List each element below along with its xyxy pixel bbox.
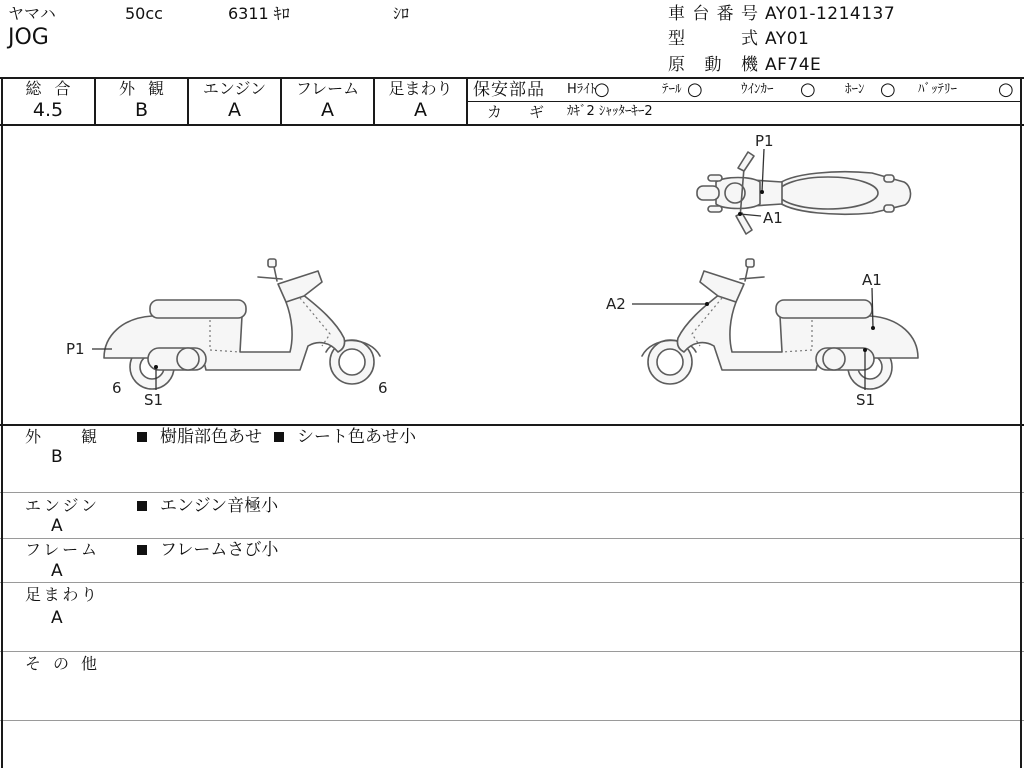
diagram-label: 6 xyxy=(112,379,122,397)
detail-grade-frame: A xyxy=(51,561,63,581)
score-value-exterior: B xyxy=(134,99,149,121)
diagram-label: A1 xyxy=(763,209,783,227)
model-name: JOG xyxy=(8,25,49,50)
keys-value: ｶｷﾞ2 ｼｬｯﾀｰｷｰ2 xyxy=(567,104,653,119)
bullet-icon xyxy=(274,432,284,442)
detail-label-frame: フレーム xyxy=(25,540,97,559)
note-item xyxy=(137,540,278,560)
bullet-icon xyxy=(137,501,147,511)
safety-mark-horn: ○ xyxy=(880,79,896,100)
detail-label-exterior: 外 観 xyxy=(25,427,97,446)
diagram-label: A2 xyxy=(606,295,626,313)
diagram-label: P1 xyxy=(66,340,85,358)
score-label-suspension: 足まわり xyxy=(388,79,453,98)
diagram-label: S1 xyxy=(144,391,164,409)
score-label-exterior: 外 観 xyxy=(118,79,165,98)
diagram-label: P1 xyxy=(755,132,774,150)
detail-label-other: そ の 他 xyxy=(25,654,97,673)
divider xyxy=(0,492,1024,493)
detail-grade-suspension: A xyxy=(51,608,63,628)
type-value: AY01 xyxy=(765,29,810,49)
score-value-frame: A xyxy=(321,99,334,121)
diagram-label: 6 xyxy=(378,379,388,397)
divider xyxy=(0,651,1024,652)
divider xyxy=(0,720,1024,721)
detail-label-suspension: 足まわり xyxy=(25,585,97,604)
detail-label-engine: エンジン xyxy=(25,496,97,515)
note-text: 樹脂部色あせ xyxy=(160,427,262,447)
safety-mark-battery: ○ xyxy=(998,79,1014,100)
score-value-total: 4.5 xyxy=(32,99,64,121)
scooter-left-view xyxy=(104,259,380,389)
note-item xyxy=(137,427,262,447)
divider xyxy=(467,101,1021,102)
color: ｼﾛ xyxy=(393,4,410,23)
keys-label: カ ギ xyxy=(487,103,551,121)
engine-value: AF74E xyxy=(765,55,822,75)
type-label: 型 式 xyxy=(668,29,758,49)
safety-item-winker: ｳｲﾝｶｰ xyxy=(741,82,774,97)
score-label-engine: エンジン xyxy=(202,79,267,98)
score-label-total: 総 合 xyxy=(25,79,71,98)
safety-item-taillight: ﾃｰﾙ xyxy=(662,82,682,97)
engine-label: 原 動 機 xyxy=(668,55,758,75)
divider xyxy=(0,538,1024,539)
detail-notes-frame xyxy=(137,540,290,560)
divider xyxy=(0,582,1024,583)
note-item xyxy=(274,427,416,447)
damage-diagram xyxy=(0,126,1024,424)
score-label-frame: フレーム xyxy=(295,79,360,98)
diagram-label: A1 xyxy=(862,271,882,289)
safety-mark-headlight: ○ xyxy=(594,79,610,100)
displacement: 50cc xyxy=(125,4,163,23)
note-text: シート色あせ小 xyxy=(297,427,416,447)
scooter-top-view xyxy=(697,152,911,234)
safety-mark-winker: ○ xyxy=(800,79,816,100)
note-item xyxy=(137,496,278,516)
note-text: フレームさび小 xyxy=(160,540,279,560)
safety-item-battery: ﾊﾞｯﾃﾘｰ xyxy=(918,82,957,97)
score-value-engine: A xyxy=(228,99,241,121)
detail-notes-engine xyxy=(137,496,290,516)
note-text: エンジン音極小 xyxy=(160,496,279,516)
frame-no-label: 車台番号 xyxy=(668,4,758,24)
safety-parts-label: 保安部品 xyxy=(473,80,545,100)
mileage: 6311 ｷﾛ xyxy=(228,4,290,23)
bullet-icon xyxy=(137,432,147,442)
divider xyxy=(0,424,1024,426)
bullet-icon xyxy=(137,545,147,555)
detail-grade-engine: A xyxy=(51,516,63,536)
safety-mark-taillight: ○ xyxy=(687,79,703,100)
safety-item-headlight: Hﾗｲﾄ xyxy=(567,82,597,97)
frame-no: AY01-1214137 xyxy=(765,4,896,24)
detail-notes-exterior xyxy=(137,427,428,447)
detail-grade-exterior: B xyxy=(51,447,63,467)
diagram-label: S1 xyxy=(856,391,876,409)
score-value-suspension: A xyxy=(414,99,427,121)
safety-item-horn: ﾎｰﾝ xyxy=(845,82,865,97)
maker: ヤマハ xyxy=(8,4,56,23)
